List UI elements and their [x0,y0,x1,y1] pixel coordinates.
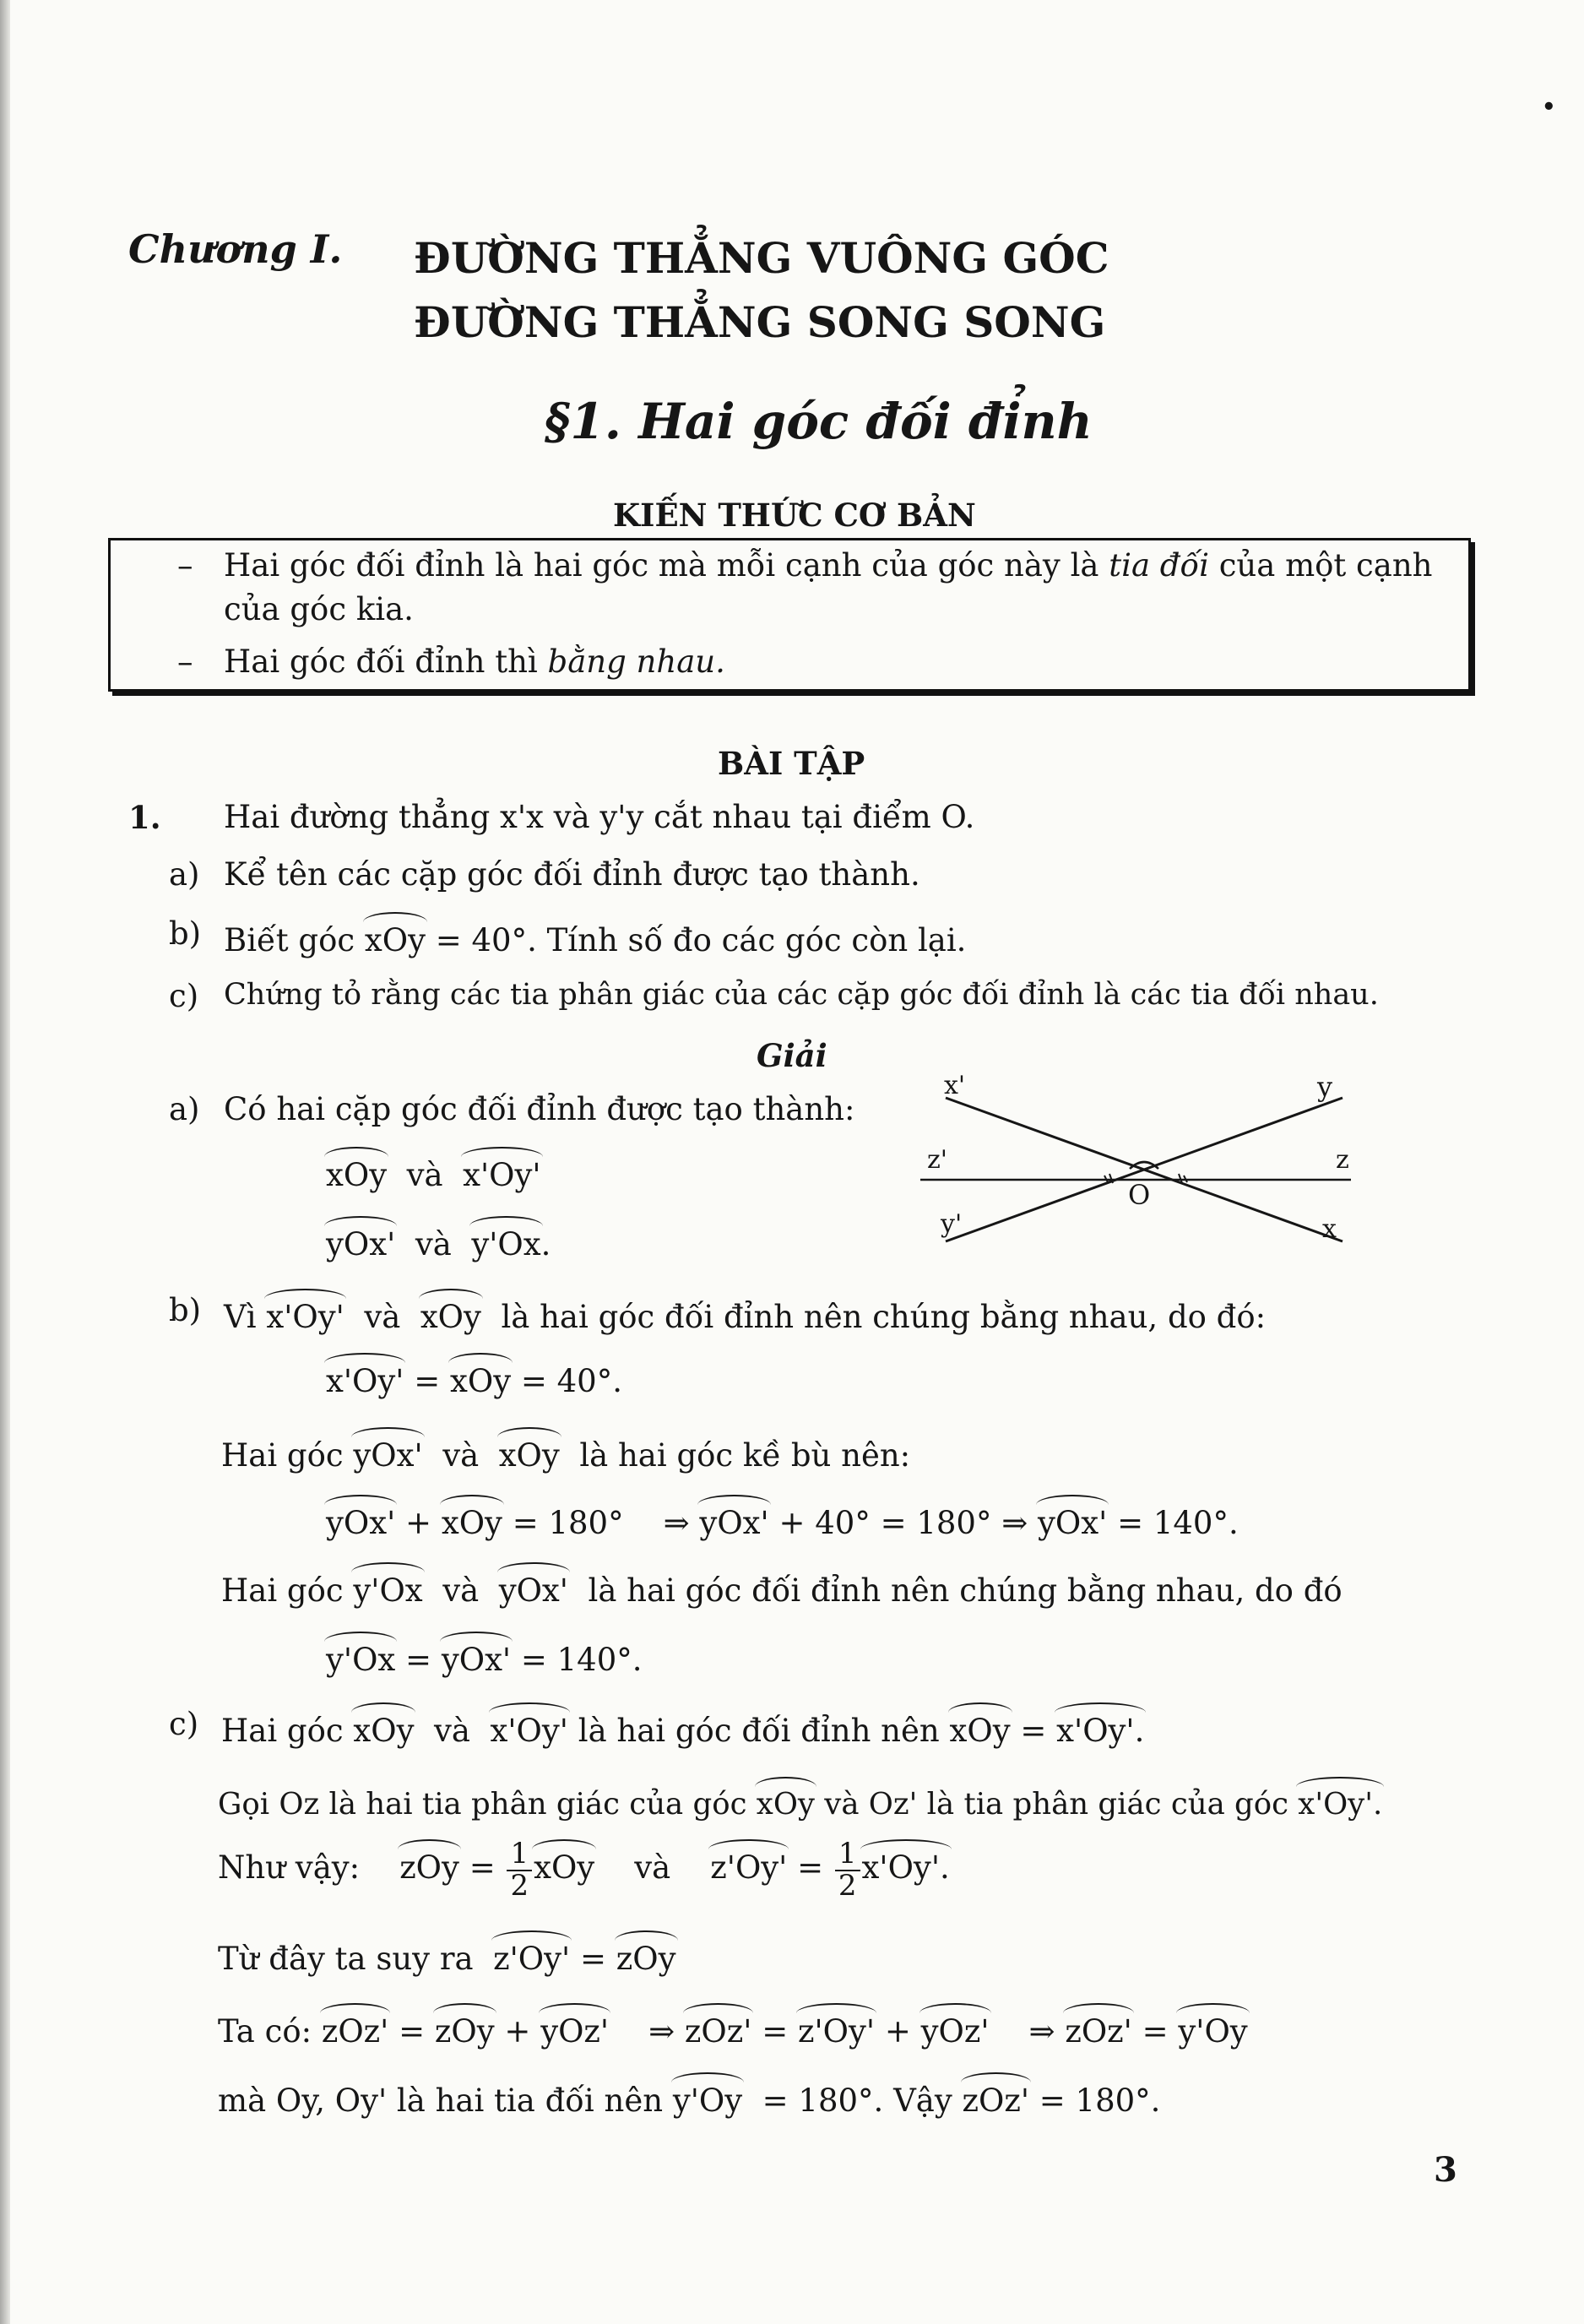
knowledge-item-1: Hai góc đối đỉnh là hai góc mà mỗi cạnh của góc này là tia đối của một cạnh [224,547,1433,584]
knowledge-item-2: Hai góc đối đỉnh thì bằng nhau. [224,643,725,680]
label-O: O [1128,1179,1151,1211]
part-label: b) [169,915,202,952]
label-y1: y' [941,1209,963,1239]
solution-c-line5: Ta có: zOz' = zOy + yOz' ⇒ zOz' = z'Oy' + yOz' ⇒ zOz' = y'Oy [218,2006,1248,2050]
angle-pair-2: yOx' và y'Ox. [326,1219,551,1262]
problem-number: 1. [128,799,161,836]
page-number: 3 [1434,2150,1457,2190]
label-x1: x' [944,1071,966,1100]
solution-c-line4: Từ đây ta suy ra z'Oy' = zOy [218,1934,676,1977]
solution-c-line6: mà Oy, Oy' là hai tia đối nên y'Oy = 180°. Vậy zOz' = 180°. [218,2076,1160,2119]
page-edge-shadow [0,0,10,2324]
solution-c-line1: Hai góc xOy và x'Oy' là hai góc đối đỉnh nên xOy = x'Oy'. [221,1706,1144,1749]
part-label: c) [169,1706,199,1742]
knowledge-heading: KIẾN THỨC CƠ BẢN [613,497,976,534]
chapter-title-line2: ĐƯỜNG THẲNG SONG SONG [414,297,1106,347]
solution-b-line6: y'Ox = yOx' = 140°. [326,1635,643,1678]
bullet-dash: – [177,643,193,680]
label-x: x [1322,1214,1337,1244]
solution-c-line2: Gọi Oz là hai tia phân giác của góc xOy và Oz' là tia phân giác của góc x'Oy'. [218,1780,1382,1822]
part-label: a) [169,856,200,893]
fraction-half: $\frac{1}{2}$ [835,1839,860,1901]
knowledge-item-1-cont: của góc kia. [224,591,414,627]
angle-pair-1: xOy và x'Oy' [326,1150,541,1193]
label-y: y [1317,1071,1333,1103]
exercises-heading: BÀI TẬP [718,745,865,782]
solution-b-line3: Hai góc yOx' và xOy là hai góc kề bù nên: [221,1431,910,1474]
section-title: §1. Hai góc đối đỉnh [545,393,1093,450]
part-c-text: Chứng tỏ rằng các tia phân giác của các cặp góc đối đỉnh là các tia đối nhau. [224,978,1379,1012]
part-b-text: Biết góc xOy = 40°. Tính số đo các góc còn lại. [224,915,966,958]
bullet-dash: – [177,547,193,584]
part-a-text: Kể tên các cặp góc đối đỉnh được tạo thành. [224,856,920,893]
fraction-half: $\frac{1}{2}$ [507,1839,532,1901]
solution-c-line3: Như vậy: zOy = $\frac{1}{2}$ xOy và z'Oy' = $\frac{1}{2}$ x'Oy'. [218,1837,950,1903]
label-z: z [1336,1145,1349,1175]
label-z1: z' [927,1145,948,1175]
angle-arc-top [1130,1162,1158,1169]
solution-b-line4: yOx' + xOy = 180° ⇒ yOx' + 40° = 180° ⇒ yOx' = 140°. [326,1498,1239,1541]
part-label: b) [169,1292,202,1328]
problem-statement: Hai đường thẳng x'x và y'y cắt nhau tại điểm O. [224,799,975,835]
solution-b-line2: x'Oy' = xOy = 40°. [326,1356,622,1399]
chapter-label: Chương I. [128,226,343,272]
part-label: c) [169,978,199,1014]
solution-b-line5: Hai góc y'Ox và yOx' là hai góc đối đỉnh nên chúng bằng nhau, do đó [221,1566,1343,1609]
chapter-title-line1: ĐƯỜNG THẲNG VUÔNG GÓC [414,233,1109,283]
part-label: a) [169,1091,200,1127]
solution-b-line1: Vì x'Oy' và xOy là hai góc đối đỉnh nên chúng bằng nhau, do đó: [224,1292,1266,1335]
solution-heading: Giải [757,1037,827,1074]
corner-mark: • [1542,95,1556,120]
solution-a-text: Có hai cặp góc đối đỉnh được tạo thành: [224,1091,855,1127]
